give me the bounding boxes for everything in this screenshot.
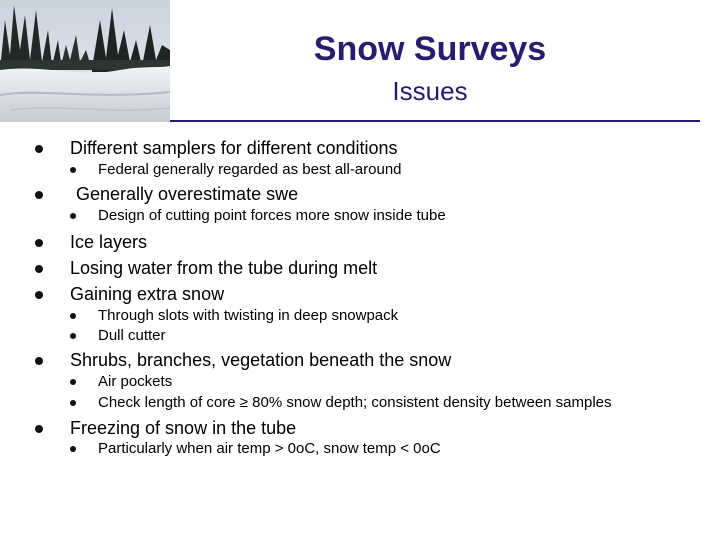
bullet-icon: [35, 357, 43, 365]
list-item: [70, 418, 296, 439]
bullet-icon: [70, 167, 76, 173]
bullet-icon: [35, 425, 43, 433]
sub-list-item: [98, 394, 612, 411]
sub-list-item-text: Design of cutting point forces more snow inside tube: [98, 207, 446, 224]
bullet-icon: [35, 145, 43, 153]
list-item-text: Generally overestimate swe: [76, 184, 299, 204]
bullet-icon: [70, 379, 76, 385]
bullet-icon: [35, 191, 43, 199]
list-item: [76, 184, 298, 205]
bullet-icon: [70, 400, 76, 406]
sub-list-item: [98, 307, 398, 324]
bullet-icon: [35, 291, 43, 299]
sub-list-item-text: Air pockets: [98, 373, 173, 390]
bullet-icon: [70, 213, 76, 219]
list-item-text: Gaining extra snow: [70, 284, 225, 304]
list-item: [70, 350, 451, 371]
sub-list-item: [98, 327, 166, 344]
sub-list-item-text: Federal generally regarded as best all-around: [98, 161, 402, 178]
list-item: [70, 138, 398, 159]
sub-list-item-text: Check length of core ≥ 80% snow depth; consistent density between samples: [98, 394, 612, 411]
list-item-text: Freezing of snow in the tube: [70, 418, 297, 438]
bullet-icon: [35, 239, 43, 247]
list-item: [70, 284, 224, 305]
list-item: [70, 258, 377, 279]
list-item-text: Different samplers for different conditions: [70, 138, 398, 158]
bullet-icon: [70, 446, 76, 452]
sub-list-item: [98, 373, 172, 390]
bullet-icon: [70, 313, 76, 319]
list-item-text: Ice layers: [70, 232, 148, 252]
slide-subtitle: Issues: [392, 76, 468, 106]
bullet-icon: [70, 333, 76, 339]
list-item: [70, 232, 147, 253]
slide-title: Snow Surveys: [313, 30, 547, 68]
sub-list-item-text: Particularly when air temp > 0oC, snow temp < 0oC: [98, 440, 441, 457]
sub-list-item: [98, 207, 446, 224]
sub-list-item: [98, 440, 441, 457]
list-item-text: Shrubs, branches, vegetation beneath the snow: [70, 350, 452, 370]
sub-list-item: [98, 161, 402, 178]
sub-list-item-text: Through slots with twisting in deep snowpack: [98, 307, 399, 324]
bullet-icon: [35, 265, 43, 273]
list-item-text: Losing water from the tube during melt: [70, 258, 378, 278]
sub-list-item-text: Dull cutter: [98, 327, 166, 344]
